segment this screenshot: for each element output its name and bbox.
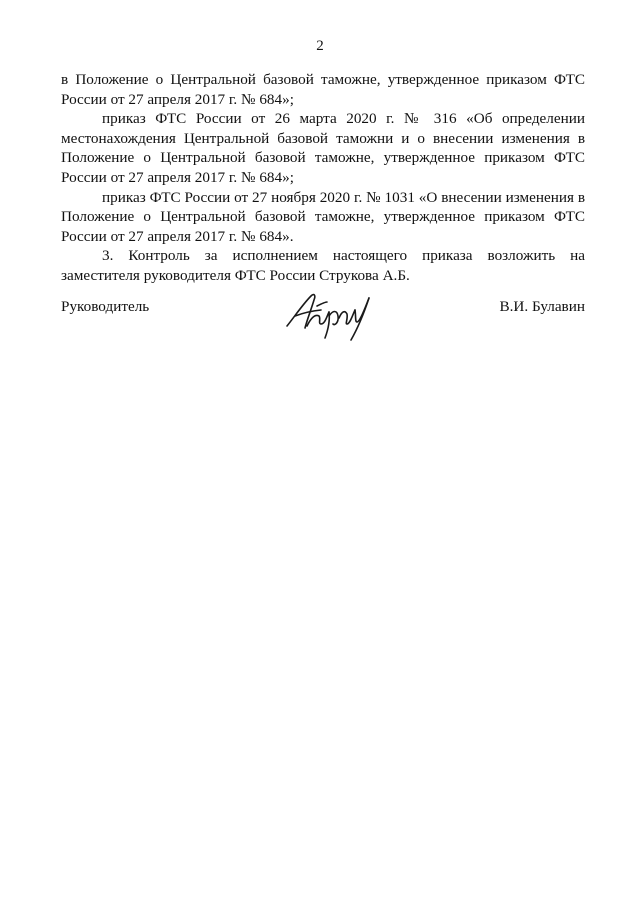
paragraph-continuation: в Положение о Центральной базовой таможне, утвержденное приказом ФТС России от 27 апреля 2017 г. № 684»; (61, 71, 585, 108)
signatory-name: В.И. Булавин (499, 298, 585, 315)
paragraph-control-clause: 3. Контроль за исполнением настоящего приказа возложить на заместителя руководителя ФТС России Струкова А.Б. (61, 247, 585, 284)
signature-block (61, 290, 585, 350)
signatory-position: Руководитель (61, 298, 150, 315)
handwritten-signature-icon (281, 286, 391, 342)
document-body (61, 70, 585, 286)
paragraph-order-316: приказ ФТС России от 26 марта 2020 г. № 316 «Об определении местонахождения Центральной базовой таможни и о внесении изменения в Положение о Центральной базовой таможне, утвержденное приказом ФТС России от 27 апреля 2017 г. № 684»; (61, 110, 585, 186)
page-number: 2 (316, 38, 324, 54)
paragraph-order-1031: приказ ФТС России от 27 ноября 2020 г. № 1031 «О внесении изменения в Положение о Центральной базовой таможне, утвержденное приказом ФТС России от 27 апреля 2017 г. № 684». (61, 188, 585, 245)
